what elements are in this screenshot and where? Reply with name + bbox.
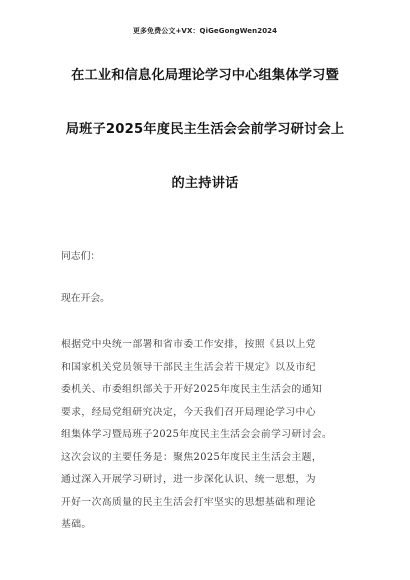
body-paragraph-line: 根据党中央统一部署和省市委工作安排，按照《县以上党 [61, 339, 316, 350]
body-paragraph-line: 开好一次高质量的民主生活会打牢坚实的思想基础和理论 [61, 496, 316, 508]
header-note: 更多免费公文+VX：QiGeGongWen2024 [132, 27, 278, 35]
body-paragraph-line: 组集体学习暨局班子2025年度民主生活会会前学习研讨会。 [61, 429, 333, 440]
body-paragraph-line: 和国家机关党员领导干部民主生活会若干规定》以及市纪 [61, 361, 316, 373]
body-paragraph-line: 这次会议的主要任务是：聚焦2025年度民主生活会主题， [61, 451, 323, 463]
title-line-2: 局班子2025年度民主生活会会前学习研讨会上 [65, 122, 345, 137]
greeting: 同志们： [61, 251, 101, 262]
title-line-1: 在工业和信息化局理论学习中心组集体学习暨 [71, 68, 339, 83]
body-paragraph-line: 通过深入开展学习研讨，进一步深化认识、统一思想，为 [61, 474, 316, 485]
title-line-3: 的主持讲话 [171, 176, 239, 191]
body-paragraph-line: 基础。 [61, 519, 92, 530]
body-paragraph [61, 334, 361, 537]
opening-sentence: 现在开会。 [61, 293, 110, 304]
body-paragraph-line: 要求，经局党组研究决定，今天我们召开局理论学习中心 [61, 406, 316, 418]
body-paragraph-line: 委机关、市委组织部关于开好2025年度民主生活会的通知 [61, 384, 323, 395]
